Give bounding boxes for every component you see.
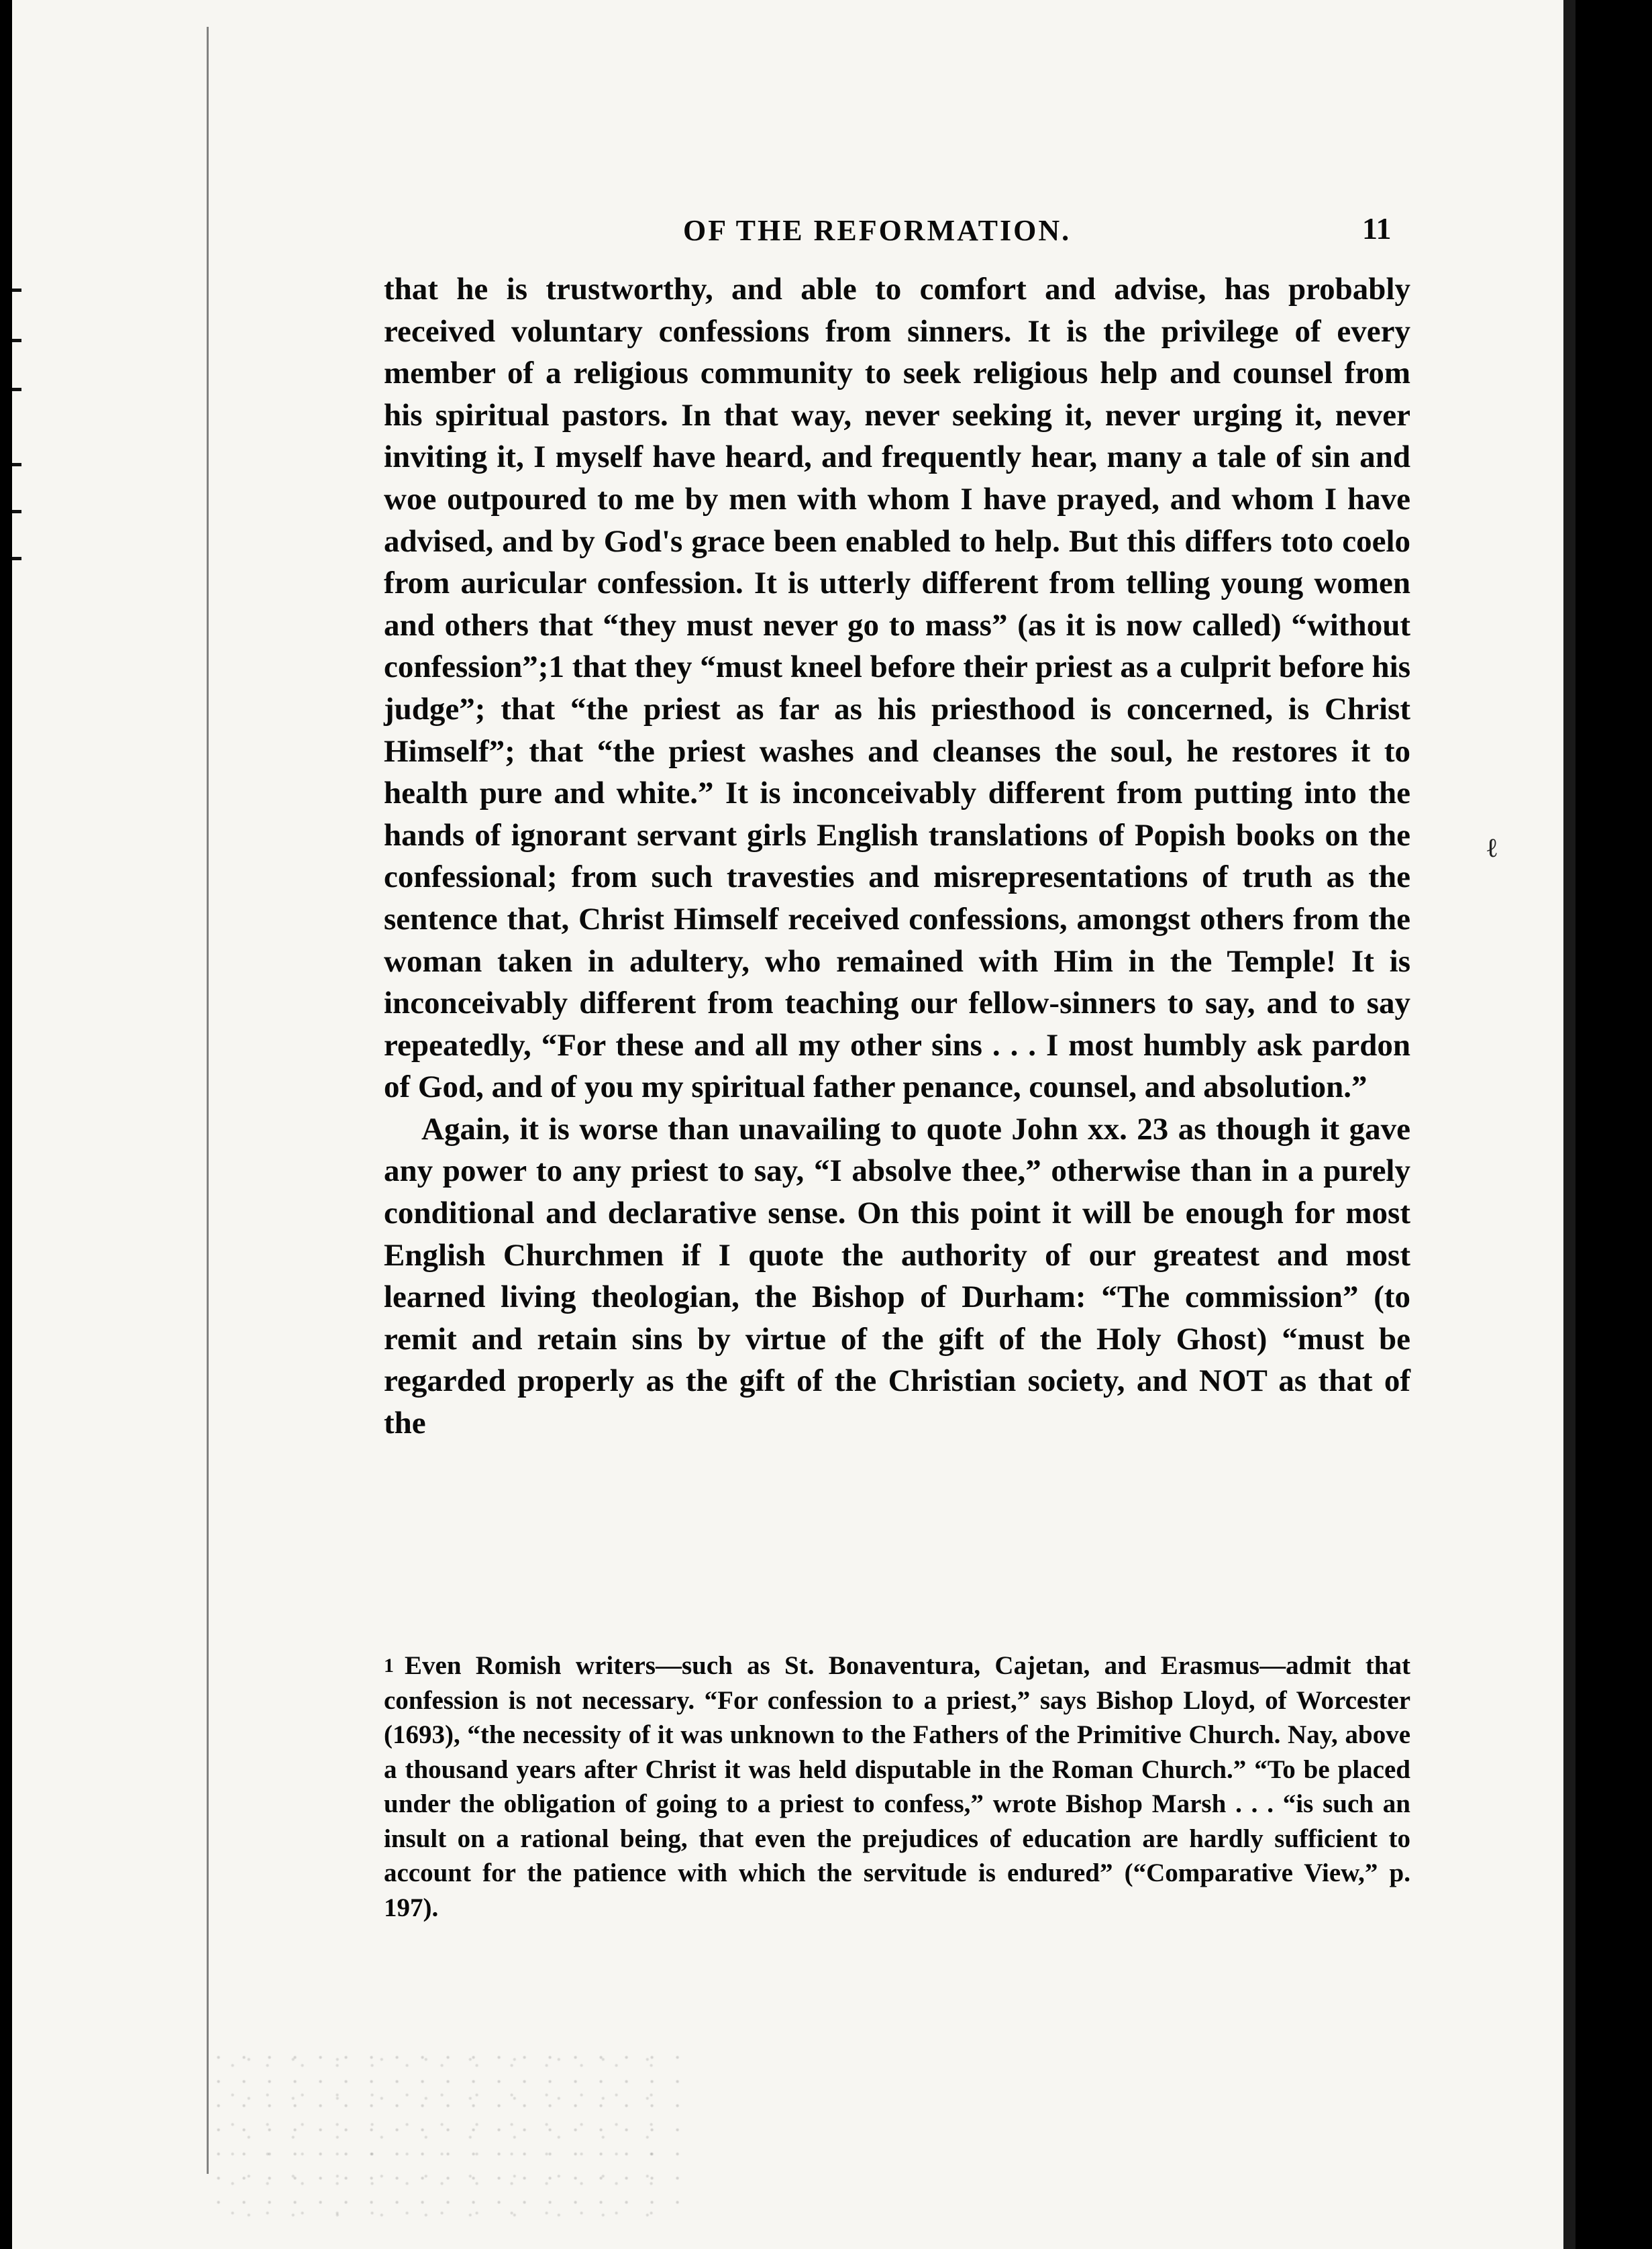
margin-tick	[12, 557, 21, 560]
margin-tick	[12, 388, 21, 391]
margin-annotation: ℓ	[1487, 833, 1497, 863]
paragraph	[384, 1108, 1410, 1445]
footnote	[384, 1649, 1410, 1925]
page-number: 11	[1362, 211, 1392, 246]
margin-tick	[12, 510, 21, 513]
footnote-marker: 1	[384, 1655, 394, 1677]
margin-tick	[12, 463, 21, 466]
scan-noise	[213, 2048, 683, 2222]
gutter-line	[207, 27, 209, 2174]
margin-tick	[12, 289, 21, 292]
margin-tick	[12, 339, 21, 342]
footnote-text: Even Romish writers—such as St. Bonaventura, Cajetan, and Erasmus—admit that confession is not necessary. “For confession to a priest,” says Bishop Lloyd, of Worcester (1693), “the necessity of it was unknown to the Fathers of the Primitive Church. Nay, above a thousand years after Christ it was held disputable in the Roman Church.” “To be placed under the obligation of going to a priest to confess,” wrote Bishop Marsh . . . “is such an insult on a rational being, that even the prejudices of education are hardly sufficient to account for the patience with which the servitude is endured” (“Comparative View,” p. 197).	[384, 1651, 1410, 1922]
paragraph: that he is trustworthy, and able to comfort and advise, has probably received voluntary confessions from sinners. It is the privilege of every member of a religious community to seek religious help and counsel from his spiritual pastors. In that way, never seeking it, never urging it, never inviting it, I myself have heard, and frequently hear, many a tale of sin and woe outpoured to me by men with whom I have prayed, and whom I have advised, and by God's grace been enabled to help. But this differs toto coelo from auricular confession. It is utterly different from telling young women and others that “they must never go to mass” (as it is now called) “without confession”;1 that they “must kneel before their priest as a culprit before his judge”; that “the priest as far as his priesthood is concerned, is Christ Himself”; that “the priest washes and cleanses the soul, he restores it to health pure and white.” It is inconceivably different from putting into the hands of ignorant servant girls English translations of Popish books on the confessional; from such travesties and misrepresentations of truth as the sentence that, Christ Himself received confessions, amongst others from the woman taken in adultery, who remained with Him in the Temple! It is inconceivably different from teaching our fellow-sinners to say, and to say repeatedly, “For these and all my other sins . . . I most humbly ask pardon of God, and of you my spiritual father penance, counsel, and absolution.”	[384, 272, 1411, 1105]
main-text	[384, 268, 1410, 1445]
footnotes	[384, 1649, 1410, 1925]
paragraph-text: Again, it is worse than unavailing to quote John xx. 23 as though it gave any power to any priest to say, “I absolve thee,” otherwise than in a purely conditional and declarative sense. On this point it will be enough for most English Churchmen if I quote the authority of our greatest and most learned living theologian, the Bishop of Durham: “The commission” (to remit and retain sins by virtue of the gift of the Holy Ghost) “must be regarded properly as the gift of the Christian society, and NOT as that of the	[384, 1111, 1410, 1441]
body-text	[384, 268, 1410, 1445]
book-page	[12, 0, 1576, 2249]
running-head: OF THE REFORMATION.	[683, 214, 1072, 247]
